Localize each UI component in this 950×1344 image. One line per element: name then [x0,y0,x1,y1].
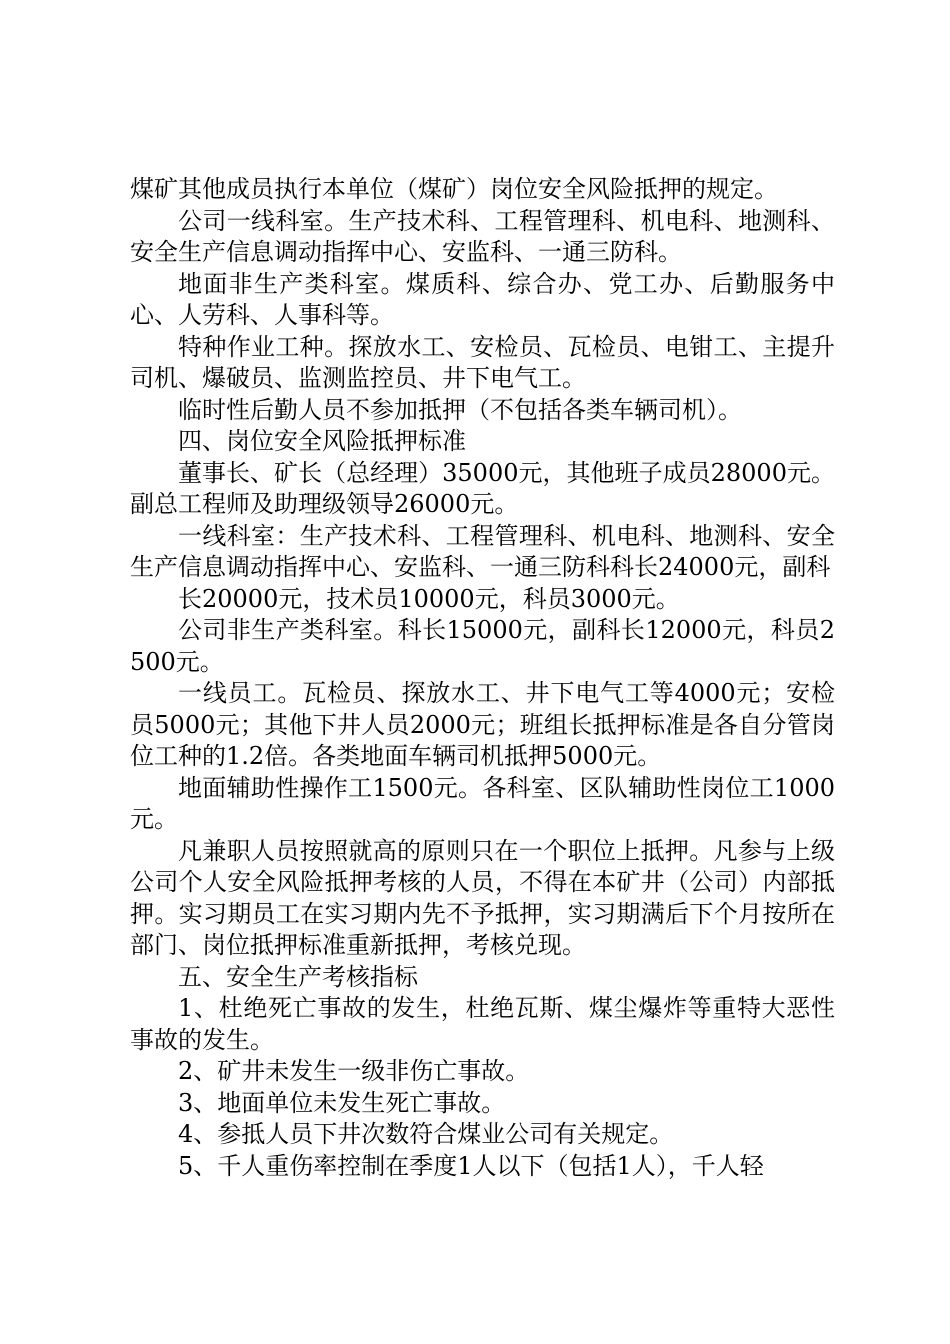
list-item-5: 5、千人重伤率控制在季度1人以下（包括1人），千人轻 [178,1151,764,1180]
paragraph-auxiliary-deposit: 地面辅助性操作工1500元。各科室、区队辅助性岗位工1000元。 [130,773,835,833]
list-item-2: 2、矿井未发生一级非伤亡事故。 [178,1057,530,1085]
list-item-3: 3、地面单位未发生死亡事故。 [178,1088,506,1117]
paragraph-special-operations: 特种作业工种。探放水工、安检员、瓦检员、电钳工、主提升司机、爆破员、监测监控员、井下电气工。 [130,332,835,392]
paragraph-leadership-deposit: 董事长、矿长（总经理）35000元，其他班子成员28000元。副总工程师及助理级领导26000元。 [130,458,835,518]
paragraph-coal-mine-other-members: 煤矿其他成员执行本单位（煤矿）岗位安全风险抵押的规定。 [130,175,778,203]
document-body [130,174,835,1182]
paragraph-frontline-staff-deposit: 一线员工。瓦检员、探放水工、井下电气工等4000元；安检员5000元；其他下井人员2000元；班组长抵押标准是各自分管岗位工种的1.2倍。各类地面车辆司机抵押5000元。 [130,679,835,770]
list-item-1: 1、杜绝死亡事故的发生，杜绝瓦斯、煤尘爆炸等重特大恶性事故的发生。 [130,994,835,1054]
paragraph-temporary-staff: 临时性后勤人员不参加抵押（不包括各类车辆司机）。 [178,395,742,424]
section-heading-4: 四、岗位安全风险抵押标准 [178,427,466,455]
paragraph-concurrent-posts: 凡兼职人员按照就高的原则只在一个职位上抵押。凡参与上级公司个人安全风险抵押考核的人员，不得在本矿井（公司）内部抵押。实习期员工在实习期内先不予抵押，实习期满后下个月按所在部门、岗位抵押标准重新抵押，考核兑现。 [130,836,835,959]
section-heading-5: 五、安全生产考核指标 [178,962,418,991]
paragraph-frontline-department-deposit: 一线科室：生产技术科、工程管理科、机电科、地测科、安全生产信息调动指挥中心、安监科、一通三防科科长24000元，副科 [130,521,835,581]
paragraph-frontline-departments: 公司一线科室。生产技术科、工程管理科、机电科、地测科、安全生产信息调动指挥中心、安监科、一通三防科。 [130,206,835,266]
list-item-4: 4、参抵人员下井次数符合煤业公司有关规定。 [178,1120,674,1148]
paragraph-ground-non-production: 地面非生产类科室。煤质科、综合办、党工办、后勤服务中心、人劳科、人事科等。 [130,269,835,329]
paragraph-non-production-deposit: 公司非生产类科室。科长15000元，副科长12000元，科员2500元。 [130,616,835,676]
paragraph-frontline-department-deposit-cont: 长20000元，技术员10000元，科员3000元。 [178,584,680,613]
